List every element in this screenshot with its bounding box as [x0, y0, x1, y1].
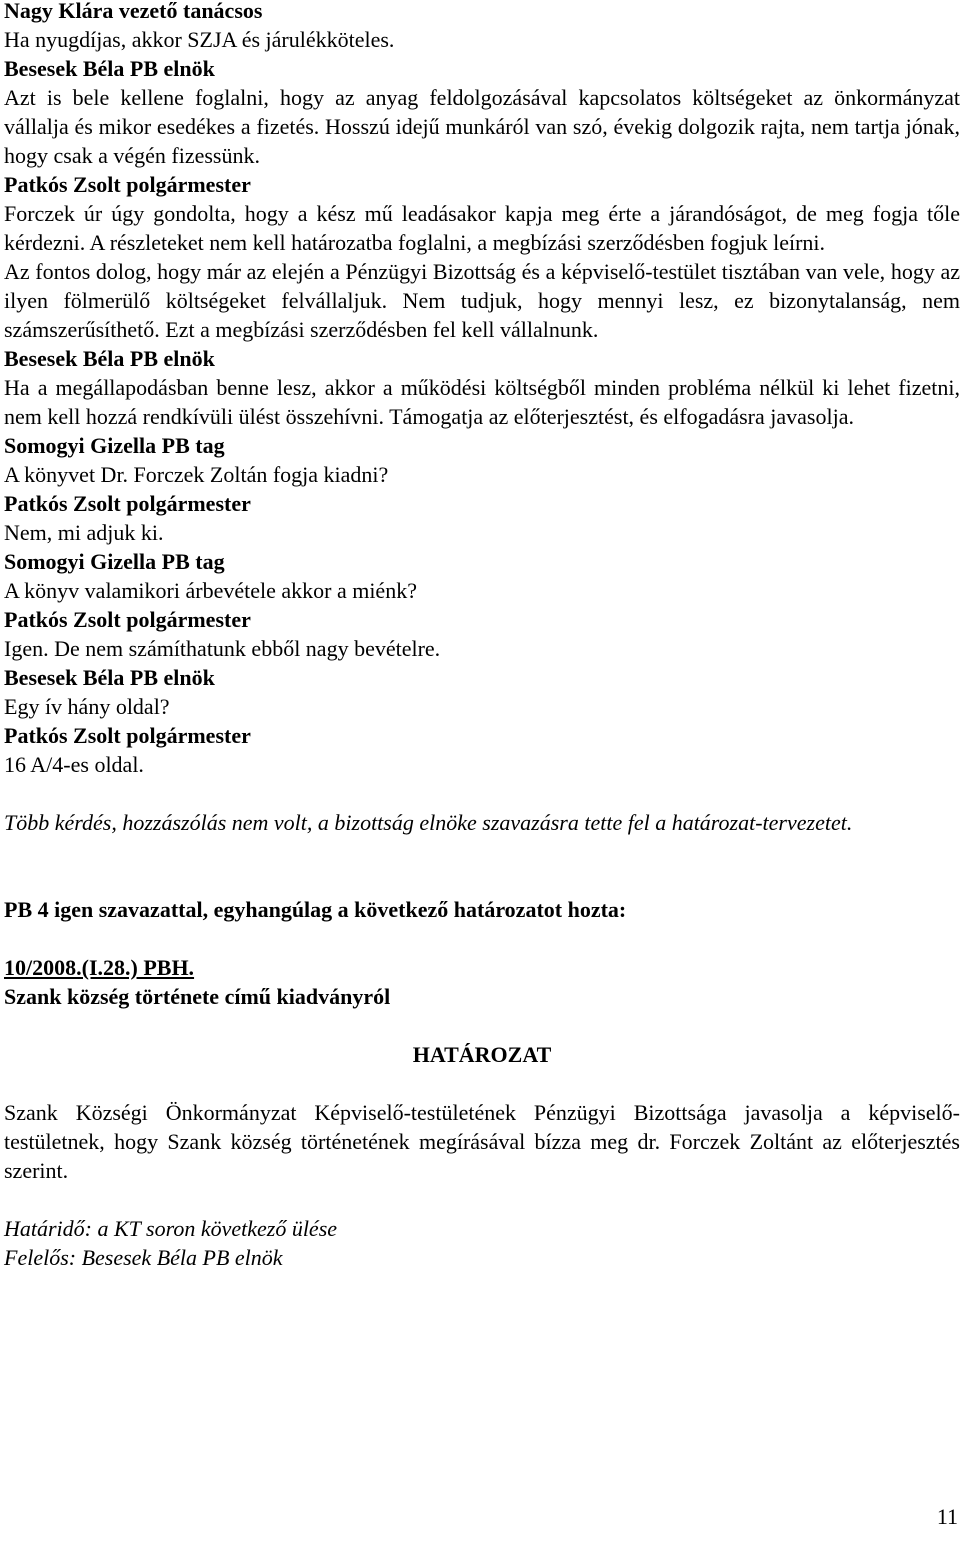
speech-text: Nem, mi adjuk ki. — [4, 520, 164, 545]
resolution-subject: Szank község története című kiadványról — [4, 984, 391, 1009]
speech-text: Az fontos dolog, hogy már az elején a Pénzügyi Bizottság és a képviselő-testület tisztában van vele, hogy az ilyen fölmerülő költségeket felvállaljuk. Nem tudjuk, hogy mennyi lesz, ez bizonytalanság, nem számszerűsíthető. Ezt a megbízási szerződésben fel kell vállalnunk. — [4, 259, 960, 342]
resolution-body: Szank Községi Önkormányzat Képviselő-testületének Pénzügyi Bizottsága javasolja a képviselő-testületnek, hogy Szank község történetének megírásával bízza meg dr. Forczek Zoltánt az előterjesztés szerint. — [4, 1100, 960, 1183]
spacer — [4, 924, 960, 953]
speech-text: Egy ív hány oldal? — [4, 694, 170, 719]
resolution-number-text: 10/2008.(I.28.) PBH. — [4, 955, 195, 980]
resolution-deadline: Határidő: a KT soron következő ülése — [4, 1216, 338, 1241]
speech-text: Ha a megállapodásban benne lesz, akkor a működési költségből minden probléma nélkül ki lehet fizetni, nem kell hozzá rendkívüli ülést összehívni. Támogatja az előterjesztést, és elfogadásra javasolja. — [4, 375, 960, 429]
speech-text: 16 A/4-es oldal. — [4, 752, 144, 777]
spacer — [4, 1069, 960, 1098]
speaker-name: Besesek Béla PB elnök — [4, 56, 215, 81]
spacer — [4, 1011, 960, 1040]
speech-text: Ha nyugdíjas, akkor SZJA és járulékköteles. — [4, 27, 395, 52]
spacer — [4, 866, 960, 895]
speech-text: A könyv valamikori árbevétele akkor a miénk? — [4, 578, 417, 603]
speaker-name: Patkós Zsolt polgármester — [4, 607, 251, 632]
spacer — [4, 1185, 960, 1214]
speech-text: Azt is bele kellene foglalni, hogy az anyag feldolgozásával kapcsolatos költségeket az önkormányzat vállalja és mikor esedékes a fizetés. Hosszú idejű munkáról van szó, évekig dolgozik rajta, nem tartja jónak, hogy csak a végén fizessünk. — [4, 85, 960, 168]
resolution-responsible: Felelős: Besesek Béla PB elnök — [4, 1245, 283, 1270]
speaker-name: Patkós Zsolt polgármester — [4, 172, 251, 197]
speaker-name: Nagy Klára vezető tanácsos — [4, 0, 263, 23]
speech-text: A könyvet Dr. Forczek Zoltán fogja kiadni? — [4, 462, 389, 487]
spacer — [4, 779, 960, 808]
speaker-name: Somogyi Gizella PB tag — [4, 549, 225, 574]
page-number: 11 — [936, 1504, 958, 1529]
speaker-name: Patkós Zsolt polgármester — [4, 723, 251, 748]
speaker-name: Besesek Béla PB elnök — [4, 346, 215, 371]
speaker-name: Patkós Zsolt polgármester — [4, 491, 251, 516]
vote-line: PB 4 igen szavazattal, egyhangúlag a következő határozatot hozta: — [4, 897, 627, 922]
resolution-number — [4, 953, 960, 982]
closing-note: Több kérdés, hozzászólás nem volt, a bizottság elnöke szavazásra tette fel a határozat-tervezetet. — [4, 810, 853, 835]
document-page — [4, 0, 960, 1272]
speech-text: Igen. De nem számíthatunk ebből nagy bevételre. — [4, 636, 441, 661]
speaker-name: Somogyi Gizella PB tag — [4, 433, 225, 458]
speaker-name: Besesek Béla PB elnök — [4, 665, 215, 690]
spacer — [4, 837, 960, 866]
speech-text: Forczek úr úgy gondolta, hogy a kész mű leadásakor kapja meg érte a járandóságot, de meg fogja tőle kérdezni. A részleteket nem kell határozatba foglalni, a megbízási szerződésben fogjuk leírni. — [4, 201, 960, 255]
resolution-heading: HATÁROZAT — [412, 1042, 552, 1067]
